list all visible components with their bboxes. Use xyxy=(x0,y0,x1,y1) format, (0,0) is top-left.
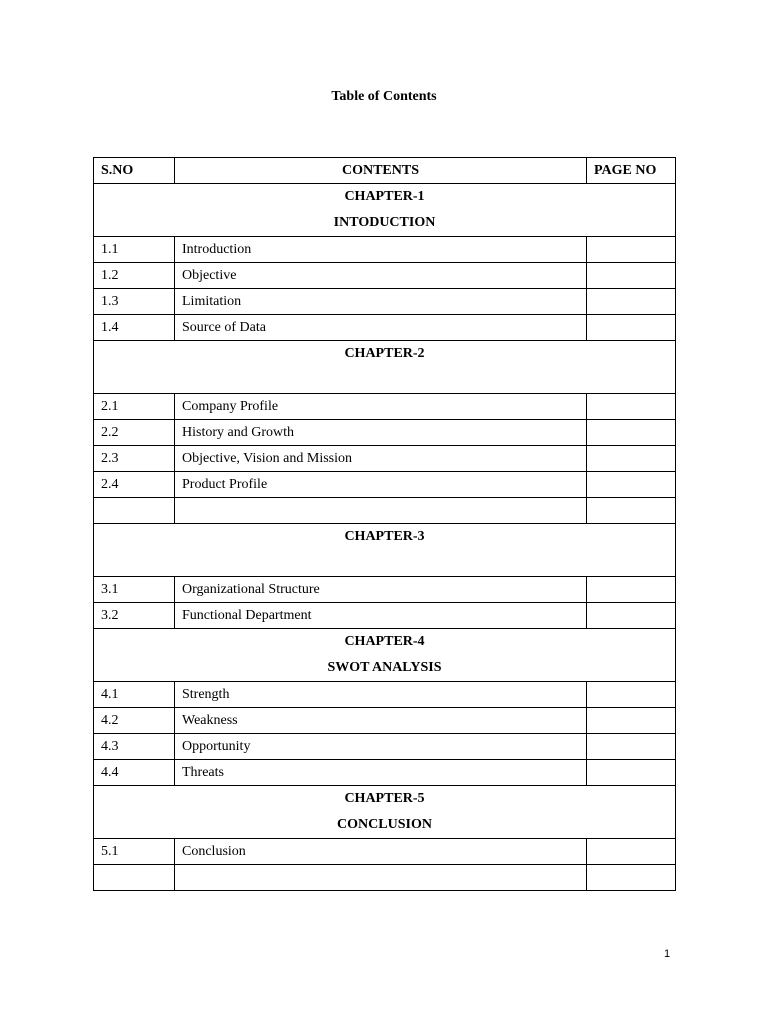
table-row xyxy=(94,472,676,498)
chapter-subtitle xyxy=(101,550,668,576)
row-sno: 2.3 xyxy=(94,446,175,472)
row-sno: 5.1 xyxy=(94,839,175,865)
row-page-no xyxy=(587,839,676,865)
table-row xyxy=(94,420,676,446)
chapter-heading xyxy=(94,524,676,577)
table-row xyxy=(94,839,676,865)
chapter-label: CHAPTER-3 xyxy=(344,529,425,544)
row-page-no xyxy=(587,682,676,708)
row-content: Introduction xyxy=(175,237,587,263)
row-page-no xyxy=(587,446,676,472)
row-sno xyxy=(94,865,175,891)
chapter-subtitle xyxy=(101,367,668,393)
row-content: Conclusion xyxy=(175,839,587,865)
table-row xyxy=(94,577,676,603)
header-contents: CONTENTS xyxy=(175,158,587,184)
chapter-label: CHAPTER-4 xyxy=(344,634,425,649)
table-row xyxy=(94,446,676,472)
table-row xyxy=(94,498,676,524)
chapter-subtitle: CONCLUSION xyxy=(337,817,432,832)
chapter-row xyxy=(94,341,676,394)
row-sno: 1.1 xyxy=(94,237,175,263)
header-page-no: PAGE NO xyxy=(587,158,676,184)
row-sno: 4.1 xyxy=(94,682,175,708)
row-content: Strength xyxy=(175,682,587,708)
chapter-label: CHAPTER-1 xyxy=(344,189,425,204)
chapter-subtitle: INTODUCTION xyxy=(333,215,436,230)
row-page-no xyxy=(587,865,676,891)
header-sno: S.NO xyxy=(94,158,175,184)
row-sno: 1.4 xyxy=(94,315,175,341)
page-number: 1 xyxy=(664,948,671,960)
row-sno: 2.2 xyxy=(94,420,175,446)
document-title: Table of Contents xyxy=(331,89,437,104)
row-sno: 4.3 xyxy=(94,734,175,760)
table-row xyxy=(94,708,676,734)
row-content xyxy=(175,498,587,524)
row-page-no xyxy=(587,420,676,446)
chapter-label: CHAPTER-5 xyxy=(344,791,425,806)
row-page-no xyxy=(587,315,676,341)
row-sno: 2.4 xyxy=(94,472,175,498)
row-sno: 1.2 xyxy=(94,263,175,289)
row-content: Limitation xyxy=(175,289,587,315)
row-content: Threats xyxy=(175,760,587,786)
row-page-no xyxy=(587,472,676,498)
chapter-heading xyxy=(94,341,676,394)
row-page-no xyxy=(587,263,676,289)
row-content: Product Profile xyxy=(175,472,587,498)
row-content: Source of Data xyxy=(175,315,587,341)
row-page-no xyxy=(587,708,676,734)
row-page-no xyxy=(587,577,676,603)
row-content: Organizational Structure xyxy=(175,577,587,603)
row-page-no xyxy=(587,734,676,760)
chapter-label: CHAPTER-2 xyxy=(344,346,425,361)
row-page-no xyxy=(587,603,676,629)
row-content xyxy=(175,865,587,891)
row-page-no xyxy=(587,289,676,315)
row-page-no xyxy=(587,760,676,786)
table-row xyxy=(94,603,676,629)
row-content: Company Profile xyxy=(175,394,587,420)
row-content: Weakness xyxy=(175,708,587,734)
table-row xyxy=(94,237,676,263)
table-row xyxy=(94,315,676,341)
table-row xyxy=(94,760,676,786)
row-content: Opportunity xyxy=(175,734,587,760)
chapter-heading xyxy=(94,786,676,839)
table-row xyxy=(94,734,676,760)
row-content: Objective xyxy=(175,263,587,289)
table-row xyxy=(94,865,676,891)
chapter-heading xyxy=(94,184,676,237)
table-row xyxy=(94,394,676,420)
row-sno: 3.1 xyxy=(94,577,175,603)
chapter-heading xyxy=(94,629,676,682)
table-row xyxy=(94,682,676,708)
row-content: History and Growth xyxy=(175,420,587,446)
chapter-row xyxy=(94,524,676,577)
row-sno: 4.4 xyxy=(94,760,175,786)
row-sno: 1.3 xyxy=(94,289,175,315)
row-page-no xyxy=(587,394,676,420)
chapter-row xyxy=(94,184,676,237)
row-page-no xyxy=(587,237,676,263)
table-row xyxy=(94,263,676,289)
row-sno: 4.2 xyxy=(94,708,175,734)
toc-table xyxy=(93,157,676,891)
header-row xyxy=(94,158,676,184)
chapter-row xyxy=(94,629,676,682)
row-sno: 3.2 xyxy=(94,603,175,629)
row-content: Objective, Vision and Mission xyxy=(175,446,587,472)
row-sno xyxy=(94,498,175,524)
toc-body xyxy=(94,184,676,891)
chapter-subtitle: SWOT ANALYSIS xyxy=(327,660,442,675)
row-content: Functional Department xyxy=(175,603,587,629)
row-page-no xyxy=(587,498,676,524)
table-row xyxy=(94,289,676,315)
row-sno: 2.1 xyxy=(94,394,175,420)
chapter-row xyxy=(94,786,676,839)
